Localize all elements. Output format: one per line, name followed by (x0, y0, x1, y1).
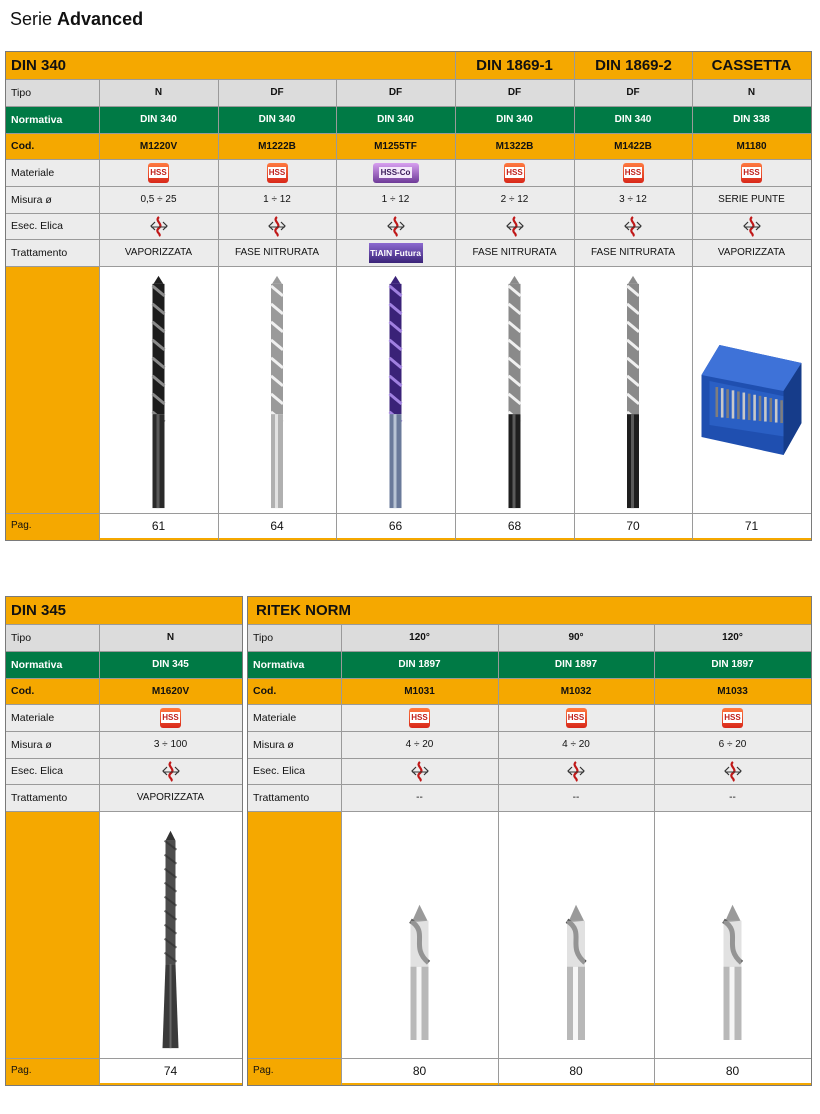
row-divider (248, 758, 811, 759)
cell-misura-3: 2 ÷ 12 (455, 186, 574, 213)
cell-cod-0: M1220V (139, 140, 178, 152)
row-materiale (248, 704, 811, 731)
helix-icon (722, 760, 744, 782)
cell-pag-0: 74 (99, 1058, 242, 1083)
cell-normativa-0: DIN 345 (152, 659, 189, 670)
cell-pag-3: 68 (455, 513, 574, 538)
hss-badge-icon: HSS (504, 163, 525, 183)
row-divider (6, 186, 811, 187)
cell-cod-0: M1031 (404, 685, 435, 697)
row-tipo (248, 624, 811, 651)
cell-pag-5: 71 (692, 513, 811, 538)
cell-cod-1: M1032 (560, 685, 592, 697)
row-materiale (6, 704, 242, 731)
row-img (248, 811, 811, 1058)
row-divider (248, 651, 811, 652)
twist-drill-image (218, 266, 336, 513)
cell-tipo-0: N (154, 87, 163, 98)
row-divider (6, 213, 811, 214)
row-label-trattamento: Trattamento (11, 791, 68, 804)
page-title-bold: Advanced (57, 9, 144, 29)
helix-icon (148, 215, 170, 237)
row-divider (6, 159, 811, 160)
row-divider (248, 811, 811, 812)
cell-pag-1: 64 (218, 513, 336, 538)
cell-trattamento-1: -- (498, 784, 654, 811)
row-misura (6, 186, 811, 213)
column-divider (341, 624, 342, 1085)
row-label-elica: Esec. Elica (11, 220, 63, 232)
row-label-elica: Esec. Elica (253, 765, 305, 777)
table-header-1: DIN 1869-1 (476, 57, 553, 74)
helix-icon (622, 215, 644, 237)
cell-trattamento-3: FASE NITRURATA (455, 239, 574, 266)
helix-icon (504, 215, 526, 237)
cell-materiale-2 (336, 159, 455, 186)
stub-drill-image (341, 811, 498, 1058)
hss-badge-icon: HSS (623, 163, 644, 183)
cell-misura-2: 6 ÷ 20 (654, 731, 811, 758)
helix-icon (385, 215, 407, 237)
helix-icon (266, 215, 288, 237)
cell-elica-0 (99, 213, 218, 239)
row-divider (248, 624, 811, 625)
cell-elica-4 (574, 213, 692, 239)
row-img (6, 266, 811, 513)
cell-misura-4: 3 ÷ 12 (574, 186, 692, 213)
cell-elica-5 (692, 213, 811, 239)
cell-misura-0: 4 ÷ 20 (341, 731, 498, 758)
cell-cod-3: M1322B (495, 140, 534, 152)
taper-shank-drill-image (99, 811, 242, 1058)
cell-normativa-5: DIN 338 (733, 114, 770, 125)
row-label-normativa: Normativa (253, 658, 305, 671)
page-title (10, 9, 143, 30)
twist-drill-image (99, 266, 218, 513)
cell-tipo-3: DF (507, 87, 522, 98)
cell-normativa-2: DIN 1897 (711, 659, 754, 670)
cell-pag-4: 70 (574, 513, 692, 538)
hss-badge-icon: HSS (566, 708, 587, 728)
cell-normativa-1: DIN 340 (258, 114, 296, 125)
row-elica (248, 758, 811, 784)
row-header (6, 597, 242, 624)
cell-tipo-1: 90° (568, 632, 584, 643)
table-header-0: DIN 340 (11, 57, 67, 74)
row-elica (6, 758, 242, 784)
cell-materiale-4 (574, 159, 692, 186)
hss-badge-icon: HSS (741, 163, 762, 183)
cell-cod-1: M1222B (258, 140, 296, 152)
cell-trattamento-0: VAPORIZZATA (99, 784, 242, 811)
cell-misura-5: SERIE PUNTE (692, 186, 811, 213)
row-misura (6, 731, 242, 758)
cell-img-1 (498, 811, 654, 1058)
row-divider (6, 651, 242, 652)
cell-tipo-2: 120° (722, 632, 743, 643)
row-label-cod: Cod. (11, 140, 35, 152)
row-divider (6, 624, 242, 625)
row-divider (6, 704, 242, 705)
cell-tipo-5: N (747, 87, 756, 98)
helix-icon (565, 760, 587, 782)
page-title-light: Serie (10, 9, 53, 29)
cell-materiale-1 (498, 704, 654, 731)
tialn-coating-badge (369, 243, 423, 263)
cell-trattamento-4: FASE NITRURATA (574, 239, 692, 266)
column-divider (498, 624, 499, 1085)
cell-tipo-0: 120° (409, 632, 430, 643)
cell-img-0 (99, 266, 218, 513)
header-divider (455, 52, 456, 80)
row-label-tipo: Tipo (11, 631, 32, 644)
cell-elica-2 (654, 758, 811, 784)
row-label-cod: Cod. (253, 685, 277, 697)
table-din-340-series (5, 51, 812, 541)
row-normativa (6, 106, 811, 133)
cell-elica-1 (498, 758, 654, 784)
cell-trattamento-0: VAPORIZZATA (99, 239, 218, 266)
table-ritek-norm (247, 596, 812, 1086)
cell-img-3 (455, 266, 574, 513)
hss-badge-icon: HSS (148, 163, 169, 183)
cell-normativa-1: DIN 1897 (554, 659, 598, 670)
cell-materiale-2 (654, 704, 811, 731)
table-din-345 (5, 596, 243, 1086)
row-divider (248, 784, 811, 785)
cell-tipo-2: DF (388, 87, 403, 98)
row-label-tipo: Tipo (11, 86, 32, 99)
cell-normativa-3: DIN 340 (496, 114, 533, 125)
cell-pag-0: 80 (341, 1058, 498, 1083)
row-materiale (6, 159, 811, 186)
cell-misura-1: 1 ÷ 12 (218, 186, 336, 213)
row-label-pag: Pag. (253, 1065, 274, 1076)
row-label-misura: Misura ø (11, 193, 52, 206)
cell-cod-2: M1033 (717, 685, 748, 697)
cell-normativa-2: DIN 340 (377, 114, 414, 125)
row-divider (6, 784, 242, 785)
table-header-2: DIN 1869-2 (595, 57, 672, 74)
cell-misura-1: 4 ÷ 20 (498, 731, 654, 758)
drill-case-image (692, 266, 811, 513)
cell-materiale-0 (99, 704, 242, 731)
helix-icon (741, 215, 763, 237)
row-divider (248, 678, 811, 679)
cell-misura-2: 1 ÷ 12 (336, 186, 455, 213)
stub-drill-image (654, 811, 811, 1058)
cell-cod-0: M1620V (151, 685, 190, 697)
cell-img-4 (574, 266, 692, 513)
cell-tipo-4: DF (626, 87, 640, 98)
cell-pag-2: 80 (654, 1058, 811, 1083)
cell-img-5 (692, 266, 811, 513)
cell-tipo-0: N (166, 632, 175, 643)
table-header-3: CASSETTA (711, 57, 792, 74)
cell-elica-2 (336, 213, 455, 239)
row-divider (6, 811, 242, 812)
hss-co-badge-icon: HSS-Co (373, 163, 419, 183)
cell-pag-1: 80 (498, 1058, 654, 1083)
row-label-materiale: Materiale (11, 166, 55, 179)
row-cod (6, 133, 811, 159)
row-pag (6, 1058, 242, 1083)
row-trattamento (6, 239, 811, 266)
row-elica (6, 213, 811, 239)
helix-icon (409, 760, 431, 782)
row-cod (6, 678, 242, 704)
row-divider (6, 106, 811, 107)
row-pag (6, 513, 811, 538)
cell-misura-0: 0,5 ÷ 25 (99, 186, 218, 213)
row-label-cod: Cod. (11, 685, 35, 697)
cell-materiale-1 (218, 159, 336, 186)
row-divider (6, 678, 242, 679)
cell-tipo-1: DF (270, 87, 284, 98)
row-divider (6, 79, 811, 80)
cell-cod-5: M1180 (736, 140, 767, 152)
row-tipo (6, 624, 242, 651)
cell-trattamento-2: -- (654, 784, 811, 811)
row-cod (248, 678, 811, 704)
cell-img-2 (654, 811, 811, 1058)
cell-elica-0 (341, 758, 498, 784)
cell-trattamento-5: VAPORIZZATA (692, 239, 811, 266)
cell-img-2 (336, 266, 455, 513)
row-label-trattamento: Trattamento (11, 246, 68, 259)
row-normativa (248, 651, 811, 678)
cell-misura-0: 3 ÷ 100 (99, 731, 242, 758)
twist-drill-image (455, 266, 574, 513)
cell-normativa-4: DIN 340 (614, 114, 652, 125)
cell-img-0 (341, 811, 498, 1058)
row-label-materiale: Materiale (11, 711, 55, 724)
row-divider (6, 758, 242, 759)
row-misura (248, 731, 811, 758)
row-label-misura: Misura ø (11, 738, 52, 751)
column-divider (574, 52, 575, 540)
column-divider (654, 624, 655, 1085)
row-label-materiale: Materiale (253, 711, 297, 724)
row-divider (6, 1058, 242, 1059)
column-divider (455, 79, 456, 540)
row-header (248, 597, 811, 624)
row-label-tipo: Tipo (253, 631, 274, 644)
row-trattamento (248, 784, 811, 811)
row-divider (6, 513, 811, 514)
column-divider (336, 79, 337, 540)
hss-badge-icon: HSS (160, 708, 181, 728)
row-label-trattamento: Trattamento (253, 791, 310, 804)
header-divider (692, 52, 693, 80)
row-trattamento (6, 784, 242, 811)
cell-materiale-3 (455, 159, 574, 186)
row-normativa (6, 651, 242, 678)
row-divider (248, 704, 811, 705)
cell-normativa-0: DIN 1897 (398, 659, 441, 670)
hss-badge-icon: HSS (267, 163, 288, 183)
cell-normativa-0: DIN 340 (140, 114, 177, 125)
cell-materiale-5 (692, 159, 811, 186)
row-divider (248, 1058, 811, 1059)
row-divider (6, 239, 811, 240)
cell-img-0 (99, 811, 242, 1058)
cell-materiale-0 (99, 159, 218, 186)
header-divider (574, 52, 575, 80)
cell-pag-2: 66 (336, 513, 455, 538)
column-divider (218, 79, 219, 540)
table-header-0: RITEK NORM (256, 602, 351, 619)
row-divider (6, 731, 242, 732)
table-header-0: DIN 345 (11, 602, 67, 619)
row-divider (6, 266, 811, 267)
cell-elica-1 (218, 213, 336, 239)
column-divider (99, 624, 100, 1085)
hss-badge-icon: HSS (409, 708, 430, 728)
row-img (6, 811, 242, 1058)
cell-img-1 (218, 266, 336, 513)
column-divider (692, 52, 693, 540)
cell-elica-0 (99, 758, 242, 784)
stub-drill-image (498, 811, 654, 1058)
cell-trattamento-2 (336, 239, 455, 266)
twist-drill-image (574, 266, 692, 513)
row-divider (6, 133, 811, 134)
row-label-pag: Pag. (11, 520, 32, 531)
row-label-elica: Esec. Elica (11, 765, 63, 777)
row-label-misura: Misura ø (253, 738, 294, 751)
row-label-pag: Pag. (11, 1065, 32, 1076)
row-header (6, 52, 811, 79)
cell-cod-2: M1255TF (374, 140, 417, 152)
row-pag (248, 1058, 811, 1083)
cell-cod-4: M1422B (614, 140, 652, 152)
row-label-normativa: Normativa (11, 113, 63, 126)
tialn-label: TiAlN Futura (370, 247, 421, 258)
cell-materiale-0 (341, 704, 498, 731)
helix-icon (160, 760, 182, 782)
twist-drill-image (336, 266, 455, 513)
cell-elica-3 (455, 213, 574, 239)
cell-trattamento-0: -- (341, 784, 498, 811)
row-label-normativa: Normativa (11, 658, 63, 671)
cell-trattamento-1: FASE NITRURATA (218, 239, 336, 266)
row-divider (248, 731, 811, 732)
column-divider (99, 79, 100, 540)
hss-badge-icon: HSS (722, 708, 743, 728)
row-tipo (6, 79, 811, 106)
cell-pag-0: 61 (99, 513, 218, 538)
